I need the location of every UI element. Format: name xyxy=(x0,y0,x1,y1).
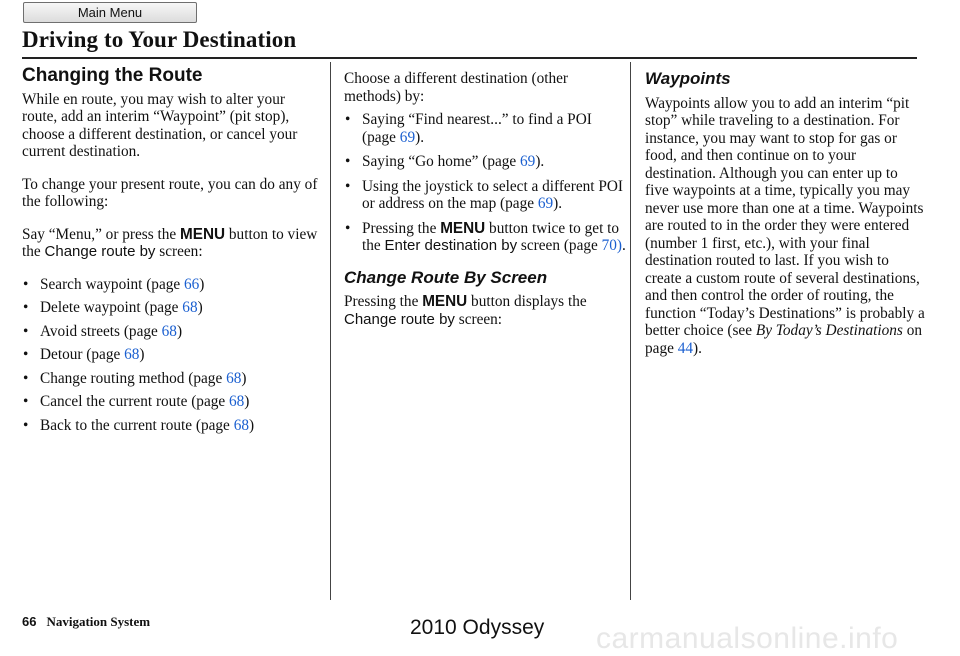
subheading-waypoints: Waypoints xyxy=(645,69,731,88)
list-item: • Back to the current route (page 68) xyxy=(22,417,322,435)
page-link[interactable]: 68 xyxy=(233,416,249,434)
footer-left xyxy=(22,614,150,630)
page-title: Driving to Your Destination xyxy=(22,27,297,52)
footer-section: Navigation System xyxy=(46,614,151,629)
list-item: • Search waypoint (page 66) xyxy=(22,276,322,294)
title-rule xyxy=(22,57,917,59)
page-link[interactable]: 68 xyxy=(182,299,198,316)
page-link[interactable]: 69 xyxy=(520,153,536,170)
menu-button-ref: MENU xyxy=(422,293,468,310)
other-methods-paragraph: Choose a different destination (other methods) by: xyxy=(344,70,569,105)
list-item: • Using the joystick to select a different POI or address on the map (page 69). xyxy=(344,178,626,213)
column-3 xyxy=(645,70,925,372)
page-link[interactable]: 68 xyxy=(226,369,242,387)
footer-brand: 2010 Odyssey xyxy=(410,616,545,639)
intro-paragraph: While en route, you may wish to alter your route, add an interim “Waypoint” (pit stop), choose a different destination, or cancel your current destination. xyxy=(22,90,298,160)
column-1 xyxy=(22,60,322,440)
list-item: • Saying “Find nearest...” to find a POI (page 69). xyxy=(344,111,626,146)
screen-name: Enter destination by xyxy=(384,237,518,254)
list-item: • Saying “Go home” (page 69). xyxy=(344,153,626,171)
column-2 xyxy=(344,70,626,343)
screen-name: Change route by xyxy=(344,310,455,328)
watermark: carmanualsonline.info xyxy=(596,622,899,655)
column-divider-1 xyxy=(330,62,331,600)
page-link[interactable]: 69 xyxy=(537,195,554,212)
section-heading-changing-route: Changing the Route xyxy=(22,65,203,86)
say-menu-paragraph: Say “Menu,” or press the MENU button to view the Change route by screen: xyxy=(22,225,318,260)
list-item: • Detour (page 68) xyxy=(22,346,322,364)
page-number: 66 xyxy=(22,614,37,629)
options-paragraph: To change your present route, you can do any of the following: xyxy=(22,175,318,210)
page-link[interactable]: 68 xyxy=(161,322,177,340)
menu-button-ref: MENU xyxy=(440,219,486,237)
page-link[interactable]: 70) xyxy=(601,237,623,254)
list-item: • Delete waypoint (page 68) xyxy=(22,299,322,317)
list-item: • Change routing method (page 68) xyxy=(22,370,322,388)
page-link[interactable]: 44 xyxy=(677,339,693,357)
subheading-change-route-by: Change Route By Screen xyxy=(344,267,548,287)
list-item: • Pressing the MENU button twice to get to the Enter destination by screen (page 70). xyxy=(344,220,626,255)
other-methods-list xyxy=(344,111,626,255)
main-menu-button[interactable]: Main Menu xyxy=(23,2,197,23)
list-item: • Avoid streets (page 68) xyxy=(22,323,322,341)
column-divider-2 xyxy=(630,62,631,600)
page-link[interactable]: 68 xyxy=(229,393,245,410)
change-route-by-paragraph: Pressing the MENU button displays the Change route by screen: xyxy=(344,293,587,328)
page-link[interactable]: 68 xyxy=(124,346,140,363)
menu-button-ref: MENU xyxy=(180,225,226,243)
page-link[interactable]: 66 xyxy=(184,275,200,293)
screen-name: Change route by xyxy=(44,243,156,260)
list-item: • Cancel the current route (page 68) xyxy=(22,393,322,411)
cross-reference: By Today’s Destinations xyxy=(755,322,903,339)
waypoints-paragraph: Waypoints allow you to add an interim “pit stop” while traveling to a destination. For instance, you may want to stop for gas or food, and then continue on to your destination. Although you can enter up to five waypoints at a time, typically you may never use more than one at a time. Waypoints are routed to in the order they were entered (number 1 first, etc.), with your final destination routed to last. If you wish to create a custom route of several destinations, and then control the order of routing, the function “Today’s Destinations” is probably a better choice (see By Today’s Destinations on page 44). xyxy=(645,94,925,357)
change-route-options-list xyxy=(22,276,322,435)
page-link[interactable]: 69 xyxy=(399,128,416,146)
